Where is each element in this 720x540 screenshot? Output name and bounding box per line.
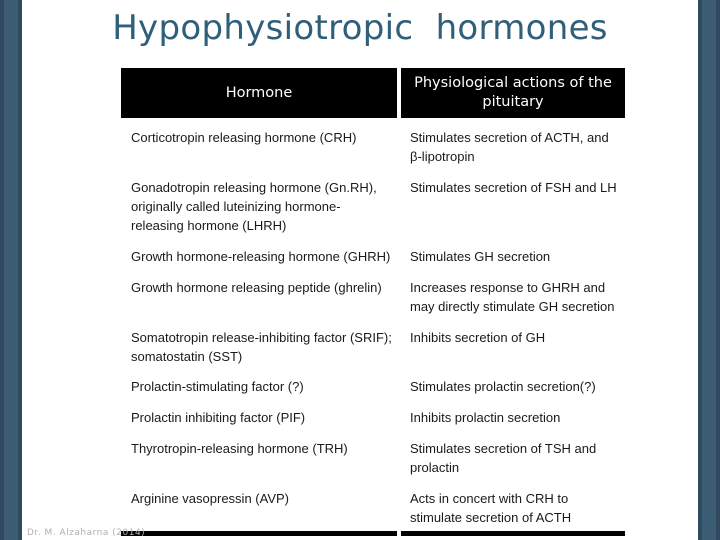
action-cell: Increases response to GHRH and may directly stimulate GH secretion	[410, 280, 615, 314]
table-bottom-border	[121, 531, 625, 536]
table-header	[121, 68, 625, 118]
action-cell: Stimulates secretion of FSH and LH	[410, 180, 617, 195]
header-actions: Physiological actions of the pituitary	[414, 75, 612, 110]
slide-frame-right	[698, 0, 720, 540]
action-cell: Acts in concert with CRH to stimulate secretion of ACTH	[410, 491, 572, 525]
action-cell: Inhibits secretion of GH	[410, 330, 546, 345]
action-cell: Stimulates prolactin secretion(?)	[410, 379, 596, 394]
hormone-cell: Growth hormone releasing peptide (ghrelin)	[131, 280, 382, 295]
slide-frame-left	[0, 0, 22, 540]
action-cell: Stimulates secretion of ACTH, and β-lipotropin	[410, 130, 609, 164]
action-cell: Stimulates GH secretion	[410, 249, 551, 264]
slide-title: Hypophysiotropic hormones	[112, 8, 608, 48]
hormone-cell: Thyrotropin-releasing hormone (TRH)	[131, 441, 348, 456]
page-number: 17	[700, 519, 713, 530]
action-cell: Inhibits prolactin secretion	[410, 410, 561, 425]
hormone-cell: Gonadotropin releasing hormone (Gn.RH), originally called luteinizing hormone-releasing hormone (LHRH)	[131, 180, 377, 233]
hormone-cell: Prolactin inhibiting factor (PIF)	[131, 410, 306, 425]
action-cell: Stimulates secretion of TSH and prolactin	[410, 441, 597, 475]
hormone-table	[121, 68, 625, 536]
hormone-cell: Prolactin-stimulating factor (?)	[131, 379, 304, 394]
footer-author: Dr. M. Alzaharna (2014)	[27, 528, 146, 538]
hormone-cell: Somatotropin release-inhibiting factor (SRIF); somatostatin (SST)	[131, 330, 392, 364]
hormone-cell: Growth hormone-releasing hormone (GHRH)	[131, 249, 391, 264]
header-hormone: Hormone	[225, 84, 293, 101]
hormone-cell: Arginine vasopressin (AVP)	[131, 491, 289, 506]
hormone-cell: Corticotropin releasing hormone (CRH)	[131, 130, 357, 145]
